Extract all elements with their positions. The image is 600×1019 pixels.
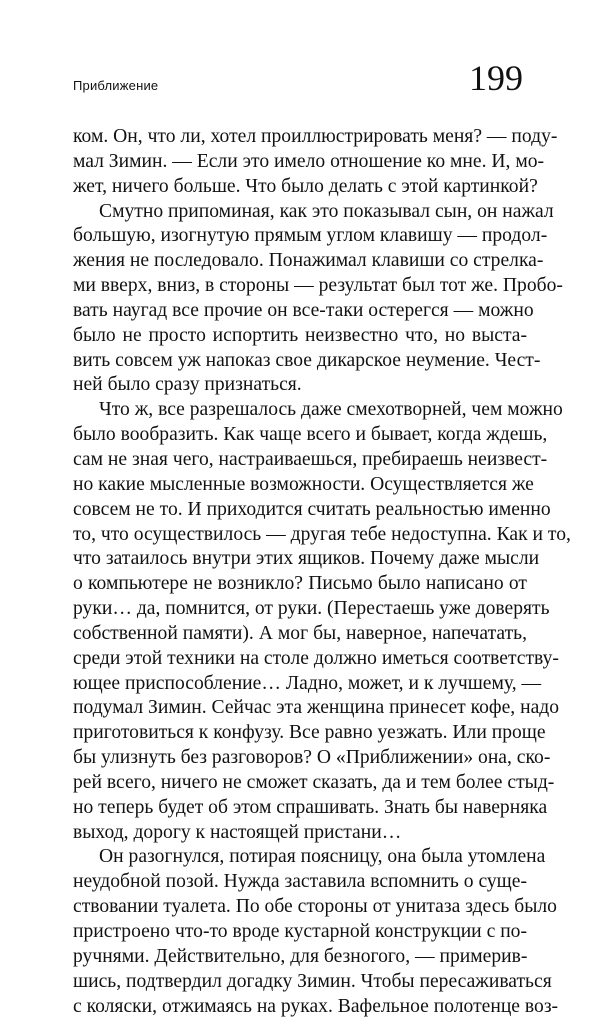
text-line: Он разогнулся, потирая поясницу, она была утомлена [99,846,546,868]
text-line: шись, подтвердил догадку Зимин. Чтобы пересаживаться [73,970,552,992]
text-line: Смутно припоминая, как это показывал сын, он нажал [99,200,554,222]
text-line: о компьютере не возникло? Письмо было написано от [73,573,527,595]
text-line: большую, изогнутую прямым углом клавишу — продол- [73,225,548,247]
text-line: подумал Зимин. Сейчас эта женщина принесет кофе, надо [73,697,560,719]
text-line: пристроено что-то вроде кустарной конструкции с по- [73,921,527,942]
text-line: было не просто испортить неизвестно что, но выста- [73,324,527,346]
text-line: жения не последовало. Понажимал клавиши со стрелка- [73,250,544,272]
text-line: приготовиться к конфузу. Все равно уезжать. Или проще [73,722,546,744]
text-line: сам не зная чего, настраиваешься, пребираешь неизвест- [73,448,548,470]
text-line: Что ж, все разрешалось даже смехотворней, чем можно [99,399,563,421]
text-line: бы улизнуть без разговоров? О «Приближении» она, ско- [73,747,551,769]
text-line: выход, дорогу к настоящей пристани… [73,821,402,843]
body-text [73,125,571,1019]
text-line: но какие мысленные возможности. Осуществляется же [73,473,534,495]
text-line: то, что осуществилось — другая тебе недоступна. Как и то, [73,523,571,545]
text-line: руки… да, помнится, от руки. (Перестаешь уже доверять [73,598,550,620]
text-line: было вообразить. Как чаще всего и бывает, когда ждешь, [73,424,548,446]
text-line: совсем не то. И приходится считать реальностью именно [73,498,551,520]
running-head-title: Приближение [73,78,159,93]
text-line: среди этой техники на столе должно иметься соответству- [73,647,559,669]
text-line: но теперь будет об этом спрашивать. Знать бы наверняка [73,796,548,818]
text-line: ми вверх, вниз, в стороны — результат был тот же. Пробо- [73,275,563,297]
text-line: рей всего, ничего не сможет сказать, да и тем более стыд- [73,771,555,793]
text-line: ющее приспособление… Ладно, может, и к лучшему, — [73,672,542,694]
text-line: неудобной позой. Нужда заставила вспомнить о суще- [73,871,527,893]
text-line: ней было сразу признаться. [73,374,302,396]
text-line: вать наугад все прочие он все-таки остерегся — можно [73,299,534,321]
page-number: 199 [469,58,523,98]
text-line: что затаилось внутри этих ящиков. Почему даже мысли [73,548,540,570]
text-line: ком. Он, что ли, хотел проиллюстрировать меня? — поду- [73,126,558,147]
text-line: жет, ничего больше. Что было делать с этой картинкой? [73,175,538,197]
text-line: ручнями. Действительно, для безногого, — примерив- [73,945,528,967]
text-line: вить совсем уж напоказ свое дикарское неумение. Чест- [73,349,541,371]
text-line: ствовании туалета. По обе стороны от унитаза здесь было [73,896,557,918]
text-line: с коляски, отжимаясь на руках. Вафельное полотенце воз- [73,995,559,1017]
text-line: собственной памяти). А мог бы, наверное, напечатать, [73,622,527,644]
text-line: мал Зимин. — Если это имело отношение ко мне. И, мо- [73,150,545,172]
